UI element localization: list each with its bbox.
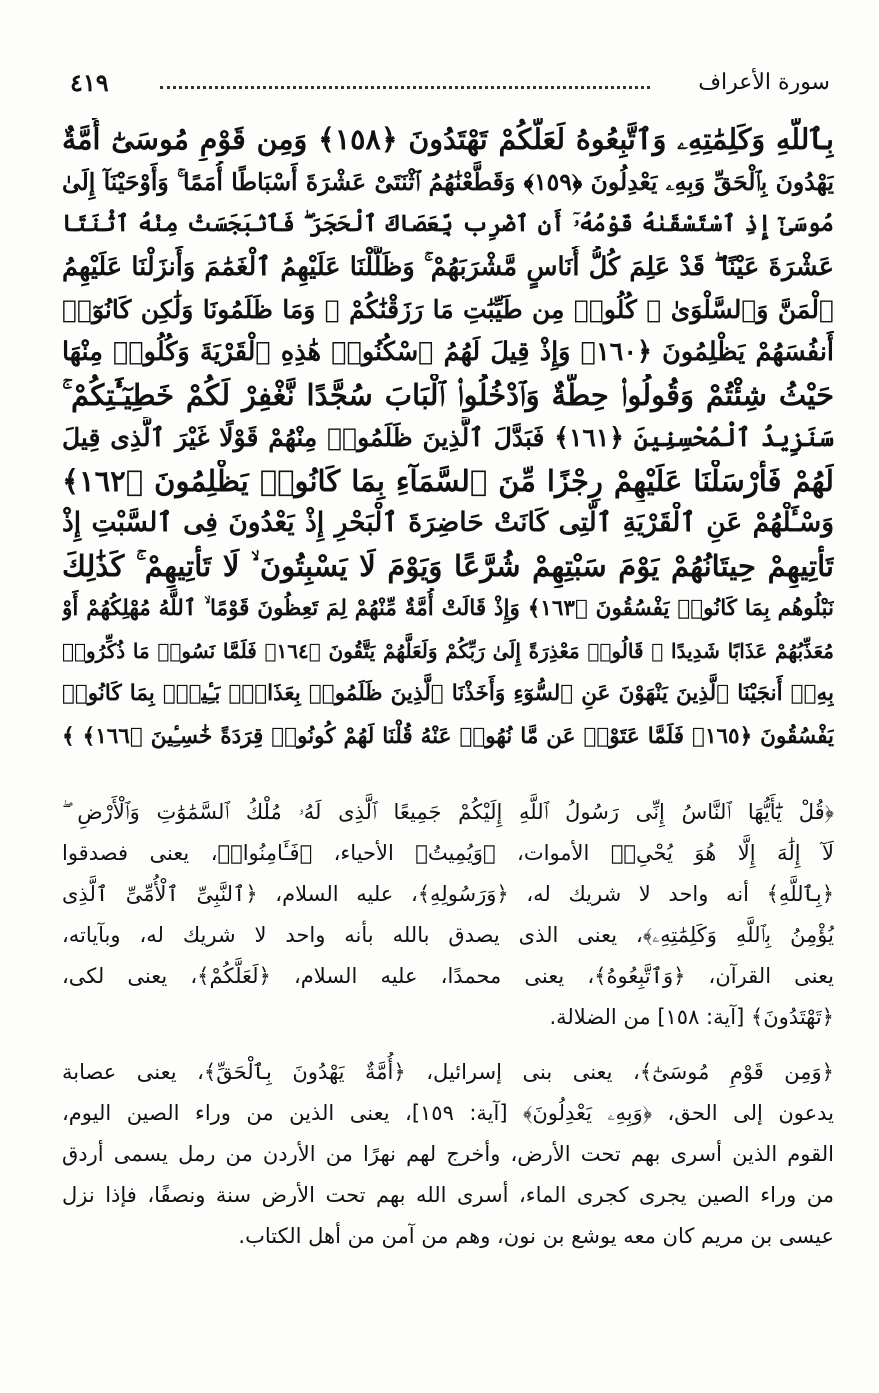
quran-line: يَهْدُونَ بِٱلْحَقِّ وَبِهِۦ يَعْدِلُونَ ﴿١٥٩﴾ وَقَطَّعْنَٰهُمُ ٱثْنَتَىْ عَشْرَةَ أَسْبَاطًا أُمَمًا ۚ وَأَوْحَيْنَآ إِلَىٰ <box>62 167 834 196</box>
quran-line: بِٱللَّهِ وَكَلِمَٰتِهِۦ وَٱتَّبِعُوهُ لَعَلَّكُمْ تَهْتَدُونَ ﴿١٥٨﴾ وَمِن قَوْمِ مُوسَىٰٓ أُمَّةٌ <box>62 122 834 156</box>
surah-title: سورة الأعراف <box>698 70 830 95</box>
quran-line: مُوسَىٰٓ إِذِ ٱسْتَسْقَىٰهُ قَوْمُهُۥٓ أَنِ ٱضْرِب بِّعَصَاكَ ٱلْحَجَرَ ۖ فَٱنۢبَجَسَتْ مِنْهُ ٱثْنَتَا <box>62 210 834 238</box>
page-number: ٤١٩ <box>70 68 109 97</box>
tafsir-line: ﴿قُلْ يَٰٓأَيُّهَا ٱلنَّاسُ إِنِّى رَسُولُ ٱللَّهِ إِلَيْكُمْ جَمِيعًا ٱلَّذِى لَهُۥ مُلْكُ ٱلسَّمَٰوَٰتِ وَٱلْأَرْضِ ۖ <box>62 800 834 824</box>
page-header <box>70 66 830 106</box>
tafsir-line: لَآ إِلَٰهَ إِلَّا هُوَ يُحْىِۦ﴾ الأموات، ﴿وَيُمِيتُ﴾ الأحياء، ﴿فَـَٔامِنُوا۟﴾، يعنى فصدقوا <box>62 841 834 865</box>
tafsir-line: القوم الذين أسرى بهم تحت الأرض، وأخرج لهم نهرًا من الأردن من رمل يسمى أردق <box>62 1142 834 1166</box>
quran-line: سَنَزِيدُ ٱلْمُحْسِنِينَ ﴿١٦١﴾ فَبَدَّلَ ٱلَّذِينَ ظَلَمُوا۟ مِنْهُمْ قَوْلًا غَيْرَ ٱلَّذِى قِيلَ <box>62 422 834 452</box>
quran-line: مُعَذِّبُهُمْ عَذَابًا شَدِيدًا ۖ قَالُوا۟ مَعْذِرَةً إِلَىٰ رَبِّكُمْ وَلَعَلَّهُمْ يَتَّقُونَ ﴿١٦٤﴾ فَلَمَّا نَسُوا۟ مَا ذُكِّرُوا۟ <box>62 639 834 664</box>
quran-text-block <box>62 118 834 758</box>
quran-line: نَبْلُوهُم بِمَا كَانُوا۟ يَفْسُقُونَ ﴿١٦٣﴾ وَإِذْ قَالَتْ أُمَّةٌ مِّنْهُمْ لِمَ تَعِظُونَ قَوْمًا ۙ ٱللَّهُ مُهْلِكُهُمْ أَوْ <box>62 595 834 621</box>
quran-line: لَهُمْ فَأَرْسَلْنَا عَلَيْهِمْ رِجْزًا مِّنَ ٱلسَّمَآءِ بِمَا كَانُوا۟ يَظْلِمُونَ ﴿١٦٢﴾ <box>62 463 834 498</box>
tafsir-line: ﴿تَهْتَدُونَ﴾ [آية: ١٥٨] من الضلالة. <box>549 1005 834 1029</box>
quran-line: يَفْسُقُونَ ﴿١٦٥﴾ فَلَمَّا عَتَوْا۟ عَن مَّا نُهُوا۟ عَنْهُ قُلْنَا لَهُمْ كُونُوا۟ قِرَدَةً خَٰسِـِٔينَ ﴿١٦٦﴾ ﴾ <box>62 723 834 749</box>
tafsir-commentary <box>62 792 834 1257</box>
quran-line: أَنفُسَهُمْ يَظْلِمُونَ ﴿١٦٠﴾ وَإِذْ قِيلَ لَهُمُ ٱسْكُنُوا۟ هَٰذِهِ ٱلْقَرْيَةَ وَكُلُوا۟ مِنْهَا <box>62 337 834 368</box>
quran-line: حَيْثُ شِئْتُمْ وَقُولُوا۟ حِطَّةٌ وَٱدْخُلُوا۟ ٱلْبَابَ سُجَّدًا نَّغْفِرْ لَكُمْ خَطِيٓـَٰٔتِكُمْ ۚ <box>62 378 834 413</box>
tafsir-line: من وراء الصين يجرى كجرى الماء، أسرى الله بهم تحت الأرض سنة ونصفًا، فإذا نزل <box>62 1183 834 1207</box>
tafsir-line: ﴿بِٱللَّهِ﴾ أنه واحد لا شريك له، ﴿وَرَسُولِهِ﴾، عليه السلام، ﴿ٱلنَّبِىِّ ٱلْأُمِّىِّ ٱلَّذِى <box>62 882 834 906</box>
tafsir-paragraph <box>62 1052 834 1257</box>
quran-line: ٱلْمَنَّ وَٱلسَّلْوَىٰ ۖ كُلُوا۟ مِن طَيِّبَٰتِ مَا رَزَقْنَٰكُمْ ۚ وَمَا ظَلَمُونَا وَلَٰكِن كَانُوٓا۟ <box>62 294 834 324</box>
tafsir-line: ﴿وَمِن قَوْمِ مُوسَىٰٓ﴾، يعنى بنى إسرائيل، ﴿أُمَّةٌ يَهْدُونَ بِٱلْحَقِّ﴾، يعنى عصابة <box>62 1060 834 1084</box>
tafsir-paragraph <box>62 792 834 1038</box>
header-dotted-leader <box>160 86 650 89</box>
tafsir-line: يدعون إلى الحق، ﴿وَبِهِۦ يَعْدِلُونَ﴾ [آية: ١٥٩]، يعنى الذين من وراء الصين اليوم، <box>62 1101 834 1125</box>
tafsir-line: يُؤْمِنُ بِٱللَّهِ وَكَلِمَٰتِهِۦ﴾، يعنى الذى يصدق بالله بأنه واحد لا شريك له، وبآياته، <box>62 923 834 947</box>
paragraph-gap <box>62 1038 834 1052</box>
quran-line: بِهِۦٓ أَنجَيْنَا ٱلَّذِينَ يَنْهَوْنَ عَنِ ٱلسُّوٓءِ وَأَخَذْنَا ٱلَّذِينَ ظَلَمُوا۟ بِعَذَابٍۭ بَـِٔيسٍۭ بِمَا كَانُوا۟ <box>62 680 834 706</box>
tafsir-line: عيسى بن مريم كان معه يوشع بن نون، وهم من آمن من أهل الكتاب. <box>238 1224 834 1248</box>
tafsir-line: يعنى القرآن، ﴿وَٱتَّبِعُوهُ﴾، يعنى محمدًا، عليه السلام، ﴿لَعَلَّكُمْ﴾، يعنى لكى، <box>62 964 834 988</box>
quran-line: عَشْرَةَ عَيْنًا ۖ قَدْ عَلِمَ كُلُّ أُنَاسٍ مَّشْرَبَهُمْ ۚ وَظَلَّلْنَا عَلَيْهِمُ ٱلْغَمَٰمَ وَأَنزَلْنَا عَلَيْهِمُ <box>62 252 834 283</box>
quran-line: تَأْتِيهِمْ حِيتَانُهُمْ يَوْمَ سَبْتِهِمْ شُرَّعًا وَيَوْمَ لَا يَسْبِتُونَ ۙ لَا تَأْتِيهِمْ ۚ كَذَٰلِكَ <box>62 548 834 583</box>
quran-line: وَسْـَٔلْهُمْ عَنِ ٱلْقَرْيَةِ ٱلَّتِى كَانَتْ حَاضِرَةَ ٱلْبَحْرِ إِذْ يَعْدُونَ فِى ٱلسَّبْتِ إِذْ <box>62 507 834 539</box>
